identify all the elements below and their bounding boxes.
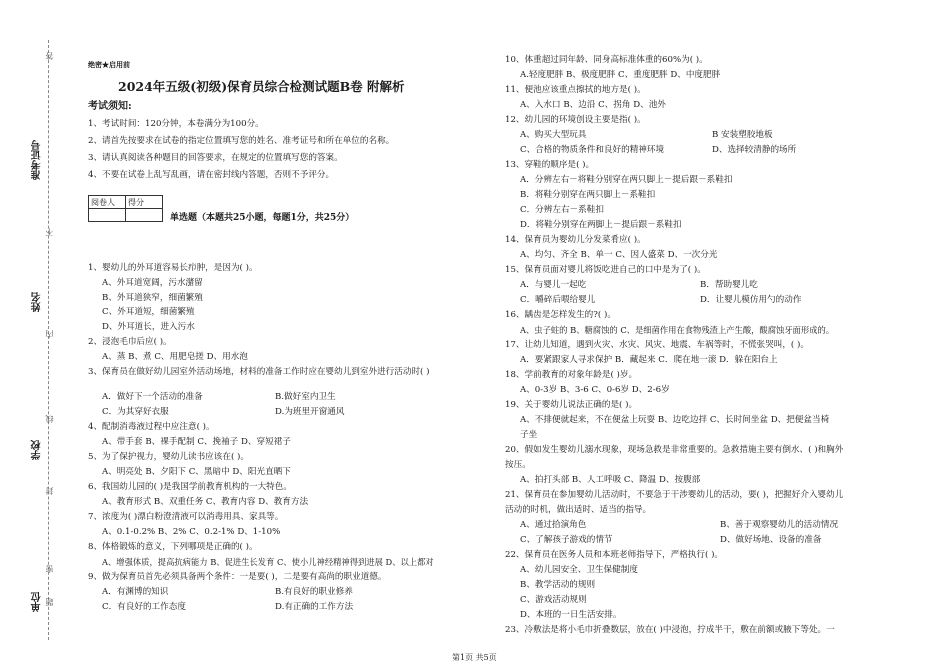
section-heading: 单选题（本题共25小题，每题1分，共25分） bbox=[170, 213, 355, 223]
binding-label-exam-id: 准考证号 bbox=[32, 140, 43, 180]
answer-option: C、合格的物质条件和良好的精神环境 bbox=[520, 145, 665, 155]
score-table-reviewer: 阅卷人 bbox=[89, 196, 126, 209]
question-text: 3、保育员在做好幼儿园室外活动场地，材料的准备工作时应在婴幼儿到室外进行活动时( ) bbox=[88, 367, 430, 377]
score-table bbox=[88, 195, 163, 222]
answer-option: C．分辨左右－系鞋扣 bbox=[520, 205, 604, 215]
question-text: 11、便池应该重点擦拭的地方是( )。 bbox=[505, 85, 646, 95]
question-text: 13、穿鞋的顺序是( )。 bbox=[505, 160, 595, 170]
question-text: 21、保育员在参加婴幼儿活动时，不要急于干涉婴幼儿的活动，要( )，把握好介入婴幼儿 bbox=[505, 490, 844, 500]
answer-option: C．为其穿好衣服 bbox=[102, 407, 169, 417]
question-text: 4、配制消毒液过程中应注意( )。 bbox=[88, 422, 215, 432]
answer-option: A、增强体质，提高抗病能力 B、促进生长发育 C、使小儿神经精神得到进展 D、以上都对 bbox=[102, 557, 434, 567]
binding-label-school: 学校 bbox=[32, 440, 43, 460]
binding-label-name: 姓名 bbox=[32, 292, 43, 312]
answer-option: D．让婴儿模仿用勺的动作 bbox=[700, 295, 802, 305]
binding-mark: 不 bbox=[45, 228, 54, 236]
score-table-cell[interactable] bbox=[126, 209, 163, 222]
answer-option: A．做好下一个活动的准备 bbox=[102, 392, 203, 402]
question-text: 8、体格锻炼的意义，下列哪项是正确的( )。 bbox=[88, 542, 258, 552]
secret-mark: 绝密★启用前 bbox=[88, 60, 130, 69]
question-text: 活动的时机，做出适时、适当的指导。 bbox=[505, 505, 652, 515]
answer-option: B、外耳道狭窄，细菌繁殖 bbox=[102, 293, 203, 303]
question-text: 6、我国幼儿园的( )是我国学前教育机构的一大特色。 bbox=[88, 482, 292, 492]
answer-option: A、均匀、齐全 B、单一 C、因人盛菜 D、一次分光 bbox=[520, 250, 718, 260]
question-text: 5、为了保护视力，婴幼儿读书应该在( )。 bbox=[88, 452, 249, 462]
answer-option: A、购买大型玩具 bbox=[520, 130, 587, 140]
answer-option: C．嚼碎后喂给婴儿 bbox=[520, 295, 596, 305]
notice-item: 3、请认真阅读各种题目的回答要求，在规定的位置填写您的答案。 bbox=[88, 153, 343, 163]
question-text: 17、让幼儿知道，遇到火灾、水灾、风灾、地震、车祸等时，不慌张哭叫，( )。 bbox=[505, 340, 809, 350]
binding-label-unit: 单位 bbox=[32, 592, 43, 612]
answer-option: C、游戏活动规则 bbox=[520, 595, 587, 605]
binding-mark: 线 bbox=[45, 415, 54, 423]
question-text: 18、学前教育的对象年龄是( )岁。 bbox=[505, 370, 638, 380]
binding-mark: 答 bbox=[45, 52, 54, 60]
question-text: 9、做为保育员首先必须具备两个条件：一是要( )，二是要有高尚的职业道德。 bbox=[88, 572, 387, 582]
binding-mark: 题 bbox=[45, 598, 54, 606]
answer-option: A、0.1-0.2% B、2% C、0.2-1% D、1-10% bbox=[102, 527, 281, 537]
page-number: 第1页 共5页 bbox=[452, 653, 497, 662]
answer-option: B、教学活动的规则 bbox=[520, 580, 596, 590]
answer-option: A、幼儿园安全、卫生保健制度 bbox=[520, 565, 638, 575]
answer-option: A、入水口 B、边沿 C、拐角 D、池外 bbox=[520, 100, 666, 110]
answer-option: B．将鞋分别穿在两只脚上－系鞋扣 bbox=[520, 190, 656, 200]
answer-option: D、外耳道长，进入污水 bbox=[102, 322, 195, 332]
answer-option: D、本班的一日生活安排。 bbox=[520, 610, 622, 620]
binding-mark: 封 bbox=[45, 487, 54, 495]
answer-option: A.轻度肥胖 B、极度肥胖 C、重度肥胖 D、中度肥胖 bbox=[520, 70, 721, 80]
answer-option: A．有渊博的知识 bbox=[102, 587, 169, 597]
binding-line bbox=[48, 40, 49, 640]
answer-option: A、教育形式 B、双重任务 C、教育内容 D、教育方法 bbox=[102, 497, 309, 507]
binding-mark: 密 bbox=[45, 565, 54, 573]
notice-item: 4、不要在试卷上乱写乱画，请在密封线内答题，否则不予评分。 bbox=[88, 170, 335, 180]
question-text: 1、婴幼儿的外耳道容易长疖肿，是因为( )。 bbox=[88, 263, 258, 273]
question-text: 12、幼儿园的环境创设主要是指( )。 bbox=[505, 115, 646, 125]
notice-item: 1、考试时间：120分钟，本卷满分为100分。 bbox=[88, 119, 264, 129]
answer-option: D、做好场地、设备的准备 bbox=[720, 535, 822, 545]
answer-option: D.有正确的工作方法 bbox=[275, 602, 354, 612]
answer-option: D.为班里开窗通风 bbox=[275, 407, 345, 417]
question-text: 19、关于婴幼儿说法正确的是( )。 bbox=[505, 400, 638, 410]
answer-option: A、外耳道宽阔，污水潴留 bbox=[102, 278, 203, 288]
answer-option: C、外耳道短，细菌繁殖 bbox=[102, 307, 195, 317]
binding-mark: 内 bbox=[45, 330, 54, 338]
answer-option: 子坐 bbox=[520, 430, 538, 440]
answer-option: D．将鞋分别穿在两脚上－提后跟－系鞋扣 bbox=[520, 220, 682, 230]
answer-option: B、善于观察婴幼儿的活动情况 bbox=[720, 520, 839, 530]
question-text: 7、浓度为( )漂白粉澄清液可以消毒用具、家具等。 bbox=[88, 512, 284, 522]
answer-option: A、明亮处 B、夕阳下 C、黑暗中 D、阳光直晒下 bbox=[102, 467, 291, 477]
answer-option: B．帮助婴儿吃 bbox=[700, 280, 758, 290]
score-table-score: 得分 bbox=[126, 196, 163, 209]
answer-option: A．分辨左右－将鞋分别穿在两只脚上－提后跟－系鞋扣 bbox=[520, 175, 733, 185]
answer-option: C、了解孩子游戏的情节 bbox=[520, 535, 613, 545]
answer-option: B.做好室内卫生 bbox=[275, 392, 336, 402]
answer-option: A、0-3岁 B、3-6 C、0-6岁 D、2-6岁 bbox=[520, 385, 670, 395]
answer-option: A．与婴儿一起吃 bbox=[520, 280, 587, 290]
answer-option: A、带手套 B、裸手配制 C、挽袖子 D、穿短裙子 bbox=[102, 437, 291, 447]
question-text: 20、假如发生婴幼儿溺水现象，现场急救是非常重要的。急救措施主要有倒水、( )和胸外 bbox=[505, 445, 844, 455]
answer-option: D、选择较清静的场所 bbox=[712, 145, 797, 155]
answer-option: A、虫子蛀的 B、糖腐蚀的 C、是细菌作用在食物残渣上产生酸，酸腐蚀牙面形成的。 bbox=[520, 325, 835, 335]
answer-option: A、不排便就起来，不在便盆上玩耍 B、边吃边拌 C、长时间坐盆 D、把便盆当椅 bbox=[520, 415, 830, 425]
notice-heading: 考试须知: bbox=[88, 101, 132, 112]
question-text: 23、冷敷法是将小毛巾折叠数层，放在( )中浸泡，拧成半干，敷在前额或腋下等处。一 bbox=[505, 625, 835, 635]
page-title: 2024年五级(初级)保育员综合检测试题B卷 附解析 bbox=[118, 79, 405, 94]
question-text: 2、浸泡毛巾后应( )。 bbox=[88, 337, 172, 347]
answer-option: B 安装塑胶地板 bbox=[712, 130, 773, 140]
question-text: 16、龋齿是怎样发生的?( )。 bbox=[505, 310, 616, 320]
answer-option: B.有良好的职业修养 bbox=[275, 587, 353, 597]
question-text: 22、保育员在医务人员和本班老师指导下，严格执行( )。 bbox=[505, 550, 724, 560]
question-text: 15、保育员面对婴儿将饭吃进自己的口中是为了( )。 bbox=[505, 265, 706, 275]
question-text: 按压。 bbox=[505, 460, 531, 470]
score-table-cell[interactable] bbox=[89, 209, 126, 222]
question-text: 14、保育员为婴幼儿分发菜肴应( )。 bbox=[505, 235, 646, 245]
notice-item: 2、请首先按要求在试卷的指定位置填写您的姓名、准考证号和所在单位的名称。 bbox=[88, 136, 395, 146]
answer-option: A、通过拾演角色 bbox=[520, 520, 587, 530]
answer-option: A、拍打头部 B、人工呼吸 C、降温 D、按腹部 bbox=[520, 475, 701, 485]
question-text: 10、体重超过同年龄、同身高标准体重的60%为( )。 bbox=[505, 55, 708, 65]
answer-option: A、蒸 B、煮 C、用肥皂搓 D、用水泡 bbox=[102, 352, 248, 362]
answer-option: C．有良好的工作态度 bbox=[102, 602, 186, 612]
answer-option: A．要紧跟家人寻求保护 B．藏起来 C．爬在地一滚 D．躲在阳台上 bbox=[520, 355, 778, 365]
